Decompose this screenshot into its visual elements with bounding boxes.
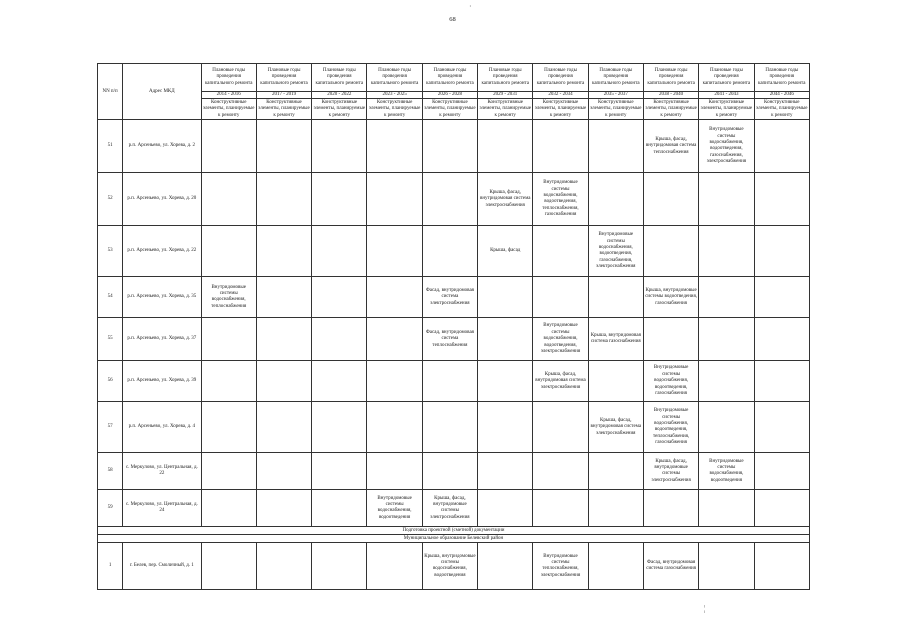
row-elements-cell (478, 453, 533, 490)
row-elements-cell: Внутридомовые системы водоснабжения, водоотведения (699, 453, 754, 490)
header-element-title: Конструктивные элементы, планируемые к ремонту (478, 99, 533, 120)
row-elements-cell (422, 120, 477, 173)
header-title-row (98, 64, 810, 92)
capital-repair-plan-table (97, 63, 810, 590)
header-period-title: Плановые годы проведения капитального ремонта (643, 64, 698, 92)
header-period-title: Плановые годы проведения капитального ремонта (754, 64, 809, 92)
header-element-title: Конструктивные элементы, планируемые к ремонту (312, 99, 367, 120)
row-address: р.п. Арсеньево, ул. Хорева, д. 35 (123, 277, 201, 318)
header-element-title: Конструктивные элементы, планируемые к ремонту (588, 99, 643, 120)
header-period-years: 2029 - 2031 (478, 92, 533, 99)
row-address: р.п. Арсеньево, ул. Хорева, д. 20 (123, 173, 201, 226)
row-number: 52 (98, 173, 123, 226)
table-row (98, 120, 810, 173)
row-elements-cell (588, 543, 643, 590)
row-elements-cell (643, 173, 698, 226)
row-address: р.п. Арсеньево, ул. Хорева, д. 2 (123, 120, 201, 173)
row-elements-cell: Внутридомовые системы водоснабжения, водоотведения, газоснабжения, электроснабжения (699, 120, 754, 173)
row-elements-cell (201, 173, 256, 226)
row-elements-cell (754, 318, 809, 361)
row-elements-cell (478, 120, 533, 173)
row-elements-cell (754, 277, 809, 318)
row-elements-cell (754, 361, 809, 402)
row-elements-cell (367, 402, 422, 453)
row-elements-cell (422, 226, 477, 277)
row-elements-cell (699, 402, 754, 453)
row-elements-cell (422, 402, 477, 453)
header-period-title: Плановые годы проведения капитального ремонта (256, 64, 311, 92)
row-elements-cell (422, 173, 477, 226)
table-row (98, 226, 810, 277)
row-elements-cell (533, 453, 588, 490)
row-elements-cell (201, 453, 256, 490)
row-elements-cell (312, 453, 367, 490)
row-elements-cell (754, 543, 809, 590)
row-elements-cell (699, 277, 754, 318)
row-number: 1 (98, 543, 123, 590)
header-period-title: Плановые годы проведения капитального ремонта (422, 64, 477, 92)
row-elements-cell (367, 277, 422, 318)
row-elements-cell (533, 490, 588, 527)
row-elements-cell: Крыша, внутридомовые системы водоснабжения, водоотведения (422, 543, 477, 590)
row-elements-cell (256, 318, 311, 361)
row-elements-cell (367, 173, 422, 226)
row-elements-cell (754, 226, 809, 277)
row-elements-cell (367, 361, 422, 402)
header-period-years: 2014 - 2016 (201, 92, 256, 99)
row-address: с. Меркулово, ул. Центральная, д. 24 (123, 490, 201, 527)
row-elements-cell (367, 543, 422, 590)
row-number: 56 (98, 361, 123, 402)
row-elements-cell (256, 543, 311, 590)
header-period-years: 2044 - 2046 (754, 92, 809, 99)
header-element-title: Конструктивные элементы, планируемые к ремонту (754, 99, 809, 120)
header-period-title: Плановые годы проведения капитального ремонта (312, 64, 367, 92)
header-element-title: Конструктивные элементы, планируемые к ремонту (256, 99, 311, 120)
row-number: 57 (98, 402, 123, 453)
header-period-years: 2026 - 2028 (422, 92, 477, 99)
row-elements-cell (367, 120, 422, 173)
row-elements-cell (699, 490, 754, 527)
row-elements-cell (312, 402, 367, 453)
row-elements-cell (367, 453, 422, 490)
row-number: 59 (98, 490, 123, 527)
row-elements-cell (588, 490, 643, 527)
row-elements-cell (201, 318, 256, 361)
row-elements-cell (256, 173, 311, 226)
row-elements-cell (754, 120, 809, 173)
row-elements-cell (699, 226, 754, 277)
row-elements-cell: Крыша, фасад, внутридомовая система теплоснабжения (643, 120, 698, 173)
row-elements-cell (478, 277, 533, 318)
row-elements-cell: Внутридомовые системы теплоснабжения, электроснабжения (533, 543, 588, 590)
header-period-years: 2017 - 2019 (256, 92, 311, 99)
row-elements-cell: Крыша, внутридомовая система газоснабжения (588, 318, 643, 361)
table-row (98, 318, 810, 361)
row-elements-cell (533, 226, 588, 277)
section-title: Муниципальное образование Белевский район (98, 535, 810, 543)
row-elements-cell (699, 361, 754, 402)
row-elements-cell (256, 361, 311, 402)
row-elements-cell (256, 490, 311, 527)
row-elements-cell (201, 120, 256, 173)
row-elements-cell (643, 226, 698, 277)
row-elements-cell (699, 173, 754, 226)
row-elements-cell (422, 361, 477, 402)
row-address: р.п. Арсеньево, ул. Хорева, д. 4 (123, 402, 201, 453)
row-elements-cell: Внутридомовые системы водоснабжения, водоотведения, теплоснабжения, газоснабжения (533, 173, 588, 226)
header-period-years: 2020 - 2022 (312, 92, 367, 99)
row-elements-cell: Крыша, фасад, внутридомовые системы электроснабжения (422, 490, 477, 527)
table-row (98, 453, 810, 490)
row-elements-cell (533, 277, 588, 318)
header-years-row (98, 92, 810, 99)
row-number: 58 (98, 453, 123, 490)
row-address: г. Белев, пер. Смоличный, д. 1 (123, 543, 201, 590)
header-period-title: Плановые годы проведения капитального ремонта (478, 64, 533, 92)
row-elements-cell (643, 318, 698, 361)
header-element-title: Конструктивные элементы, планируемые к ремонту (367, 99, 422, 120)
table-row (98, 490, 810, 527)
row-elements-cell (312, 277, 367, 318)
section-row (98, 527, 810, 535)
row-elements-cell (478, 318, 533, 361)
table-row (98, 173, 810, 226)
row-elements-cell (588, 173, 643, 226)
row-elements-cell (367, 318, 422, 361)
row-elements-cell (754, 490, 809, 527)
header-period-years: 2035 - 2037 (588, 92, 643, 99)
row-elements-cell (312, 120, 367, 173)
row-elements-cell (367, 226, 422, 277)
row-elements-cell: Крыша, фасад, внутридомовая система электроснабжения (478, 173, 533, 226)
row-elements-cell (533, 120, 588, 173)
row-elements-cell (201, 490, 256, 527)
header-period-years: 2032 - 2034 (533, 92, 588, 99)
row-address: р.п. Арсеньево, ул. Хорева, д. 39 (123, 361, 201, 402)
scan-speck: · (469, 2, 472, 11)
row-elements-cell: Фасад, внутридомовая система теплоснабжения (422, 318, 477, 361)
row-elements-cell: Внутридомовые системы водоснабжения, теплоснабжения (201, 277, 256, 318)
header-period-title: Плановые годы проведения капитального ремонта (201, 64, 256, 92)
row-elements-cell (643, 490, 698, 527)
row-address: р.п. Арсеньево, ул. Хорева, д. 22 (123, 226, 201, 277)
header-nn: NN п/п (98, 64, 123, 120)
row-elements-cell (312, 543, 367, 590)
table-row (98, 277, 810, 318)
row-number: 51 (98, 120, 123, 173)
row-elements-cell: Крыша, фасад, внутридомовые системы электроснабжения (643, 453, 698, 490)
row-elements-cell (312, 490, 367, 527)
row-elements-cell: Крыша, фасад, внутридомовая система электроснабжения (588, 402, 643, 453)
table-row (98, 402, 810, 453)
row-elements-cell: Внутридомовые системы водоснабжения, водоотведения, электроснабжения (533, 318, 588, 361)
row-elements-cell (312, 318, 367, 361)
header-period-years: 2041 - 2043 (699, 92, 754, 99)
row-elements-cell: Внутридомовые системы водоснабжения, водоотведения, теплоснабжения, газоснабжения (643, 402, 698, 453)
header-period-title: Плановые годы проведения капитального ремонта (699, 64, 754, 92)
row-elements-cell (256, 277, 311, 318)
row-elements-cell (754, 173, 809, 226)
row-elements-cell (256, 226, 311, 277)
header-period-title: Плановые годы проведения капитального ремонта (533, 64, 588, 92)
row-elements-cell (478, 402, 533, 453)
row-elements-cell (754, 453, 809, 490)
header-element-title: Конструктивные элементы, планируемые к ремонту (201, 99, 256, 120)
row-elements-cell: Крыша, внутридомовые системы водоотведения, газоснабжения (643, 277, 698, 318)
header-elements-row (98, 99, 810, 120)
header-period-title: Плановые годы проведения капитального ремонта (367, 64, 422, 92)
header-period-years: 2038 - 2040 (643, 92, 698, 99)
header-element-title: Конструктивные элементы, планируемые к ремонту (422, 99, 477, 120)
page-number: 68 (449, 16, 456, 23)
row-elements-cell (478, 490, 533, 527)
row-elements-cell (256, 453, 311, 490)
row-number: 53 (98, 226, 123, 277)
row-elements-cell (478, 543, 533, 590)
row-elements-cell: Фасад, внутридомовая система электроснабжения (422, 277, 477, 318)
header-address: Адрес МКД (123, 64, 201, 120)
row-elements-cell (588, 277, 643, 318)
row-elements-cell: Фасад, внутридомовая система газоснабжения (643, 543, 698, 590)
row-elements-cell (312, 361, 367, 402)
row-elements-cell (588, 361, 643, 402)
row-elements-cell: Внутридомовые системы водоснабжения, водоотведения, газоснабжения (643, 361, 698, 402)
header-element-title: Конструктивные элементы, планируемые к ремонту (643, 99, 698, 120)
row-elements-cell (201, 543, 256, 590)
row-elements-cell (312, 226, 367, 277)
table-row (98, 361, 810, 402)
section-title: Подготовка проектной (сметной) документации (98, 527, 810, 535)
row-address: р.п. Арсеньево, ул. Хорева, д. 37 (123, 318, 201, 361)
row-elements-cell: Внутридомовые системы водоснабжения, водоотведения (367, 490, 422, 527)
table-row (98, 543, 810, 590)
row-elements-cell (256, 402, 311, 453)
row-elements-cell (201, 402, 256, 453)
row-elements-cell (422, 453, 477, 490)
header-period-title: Плановые годы проведения капитального ремонта (588, 64, 643, 92)
row-elements-cell (256, 120, 311, 173)
row-elements-cell (478, 361, 533, 402)
row-address: с. Меркулово, ул. Центральная, д. 22 (123, 453, 201, 490)
row-elements-cell (588, 120, 643, 173)
scan-speck: ¦ (704, 604, 706, 613)
row-elements-cell (201, 226, 256, 277)
row-elements-cell (312, 173, 367, 226)
row-elements-cell (533, 402, 588, 453)
row-elements-cell (754, 402, 809, 453)
section-row (98, 535, 810, 543)
row-elements-cell (699, 543, 754, 590)
header-period-years: 2023 - 2025 (367, 92, 422, 99)
header-element-title: Конструктивные элементы, планируемые к ремонту (533, 99, 588, 120)
row-elements-cell (699, 318, 754, 361)
row-number: 54 (98, 277, 123, 318)
header-element-title: Конструктивные элементы, планируемые к ремонту (699, 99, 754, 120)
row-elements-cell: Крыша, фасад, внутридомовая система электроснабжения (533, 361, 588, 402)
row-number: 55 (98, 318, 123, 361)
row-elements-cell: Крыша, фасад (478, 226, 533, 277)
row-elements-cell (201, 361, 256, 402)
row-elements-cell: Внутридомовые системы водоснабжения, водоотведения, газоснабжения, электроснабжения (588, 226, 643, 277)
row-elements-cell (588, 453, 643, 490)
